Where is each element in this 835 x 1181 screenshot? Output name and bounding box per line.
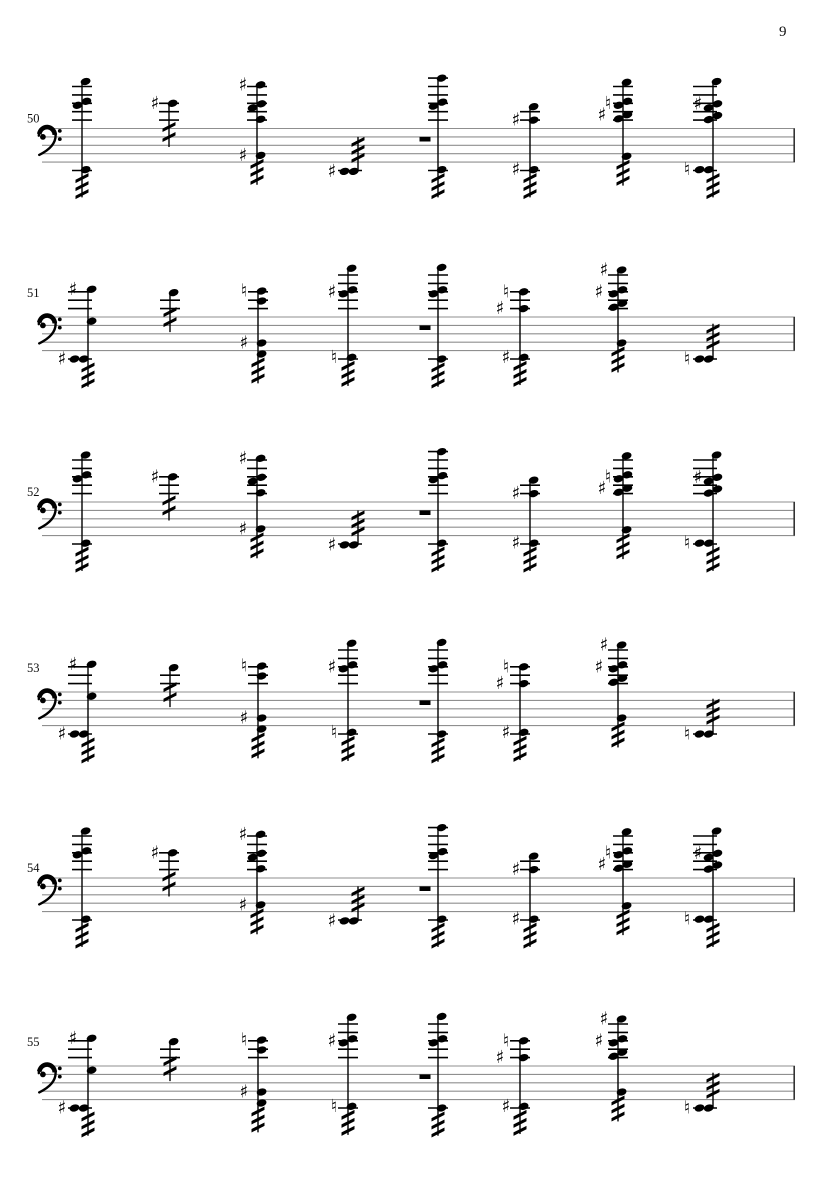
natural-icon: ♮	[240, 280, 248, 302]
notehead	[694, 729, 706, 738]
bass-clef-icon	[39, 315, 62, 343]
chord-with-rest	[420, 447, 449, 573]
sharp-icon: ♯	[511, 483, 521, 505]
sharp-icon: ♯	[693, 93, 703, 115]
chord-event	[684, 450, 723, 572]
chord-event	[240, 1029, 268, 1132]
measure-number: 55	[27, 1035, 40, 1049]
staff-lines	[42, 317, 795, 351]
sharp-icon: ♯	[68, 653, 78, 675]
bass-clef-icon	[39, 127, 62, 155]
sharp-icon: ♯	[599, 634, 609, 656]
chord-event	[72, 826, 92, 948]
sharp-icon: ♯	[68, 1027, 78, 1049]
natural-icon: ♮	[604, 92, 612, 114]
sharp-icon: ♯	[495, 298, 505, 320]
whole-rest	[420, 137, 431, 142]
notehead	[339, 916, 351, 925]
system-measure-53	[27, 634, 795, 763]
sharp-icon: ♯	[511, 109, 521, 131]
sharp-icon: ♯	[599, 259, 609, 281]
measure-number: 52	[27, 485, 40, 499]
notehead	[339, 540, 351, 549]
chord-event	[684, 826, 723, 948]
sharp-icon: ♯	[495, 673, 505, 695]
natural-icon: ♮	[683, 159, 691, 181]
sharp-icon: ♯	[238, 144, 248, 166]
sharp-icon: ♯	[238, 518, 248, 540]
sharp-icon: ♯	[511, 532, 521, 554]
staff-lines	[42, 878, 795, 912]
bass-clef-icon	[39, 876, 62, 904]
natural-icon: ♮	[683, 1097, 691, 1119]
sharp-icon: ♯	[327, 281, 337, 303]
staff-lines	[42, 502, 795, 536]
natural-icon: ♮	[683, 723, 691, 745]
natural-icon: ♮	[683, 532, 691, 554]
natural-icon: ♮	[683, 348, 691, 370]
natural-icon: ♮	[604, 842, 612, 864]
chord-event	[239, 448, 268, 559]
chord-event	[684, 699, 720, 745]
system-measure-55	[27, 1008, 795, 1137]
sharp-icon: ♯	[239, 707, 249, 729]
sharp-icon: ♯	[594, 281, 604, 303]
sharp-icon: ♯	[327, 910, 337, 932]
bass-clef-icon	[39, 690, 62, 718]
chord-event	[239, 74, 268, 185]
sharp-icon: ♯	[68, 278, 78, 300]
sharp-icon: ♯	[511, 908, 521, 930]
notehead	[694, 538, 706, 547]
sharp-icon: ♯	[511, 159, 521, 181]
chord-event	[684, 77, 723, 199]
sharp-icon: ♯	[239, 332, 249, 354]
chord-event	[684, 1073, 720, 1119]
sharp-icon: ♯	[238, 447, 248, 469]
natural-icon: ♮	[502, 281, 510, 303]
chord-event	[598, 78, 634, 186]
chord-event	[512, 475, 540, 572]
whole-rest	[420, 886, 431, 891]
sharp-icon: ♯	[150, 466, 160, 488]
sharp-icon: ♯	[150, 92, 160, 114]
sharp-icon: ♯	[239, 1081, 249, 1103]
sharp-icon: ♯	[597, 854, 607, 876]
chord-event	[240, 280, 268, 383]
sharp-icon: ♯	[501, 721, 511, 743]
natural-icon: ♮	[502, 1030, 510, 1052]
chord-event	[598, 451, 634, 559]
natural-icon: ♮	[330, 721, 338, 743]
whole-rest	[420, 700, 431, 705]
sharp-icon: ♯	[693, 843, 703, 865]
sharp-icon: ♯	[693, 467, 703, 489]
natural-icon: ♮	[330, 1095, 338, 1117]
sharp-icon: ♯	[238, 894, 248, 916]
chord-event	[240, 655, 268, 758]
staff-lines	[42, 692, 795, 726]
sharp-icon: ♯	[599, 1008, 609, 1030]
sharp-icon: ♯	[238, 74, 248, 96]
natural-icon: ♮	[604, 466, 612, 488]
chord-event	[151, 466, 179, 520]
chord-event	[598, 827, 634, 935]
sharp-icon: ♯	[511, 859, 521, 881]
sharp-icon: ♯	[501, 346, 511, 368]
measure-number: 54	[27, 861, 40, 875]
natural-icon: ♮	[502, 656, 510, 678]
sharp-icon: ♯	[594, 1030, 604, 1052]
sharp-icon: ♯	[327, 160, 337, 182]
notehead	[694, 1103, 706, 1112]
chord-event	[151, 842, 179, 896]
natural-icon: ♮	[240, 1029, 248, 1051]
sharp-icon: ♯	[238, 823, 248, 845]
chord-event	[72, 450, 92, 572]
natural-icon: ♮	[330, 346, 338, 368]
notehead	[69, 729, 81, 738]
notehead	[694, 914, 706, 923]
sharp-icon: ♯	[150, 842, 160, 864]
notehead	[69, 1103, 81, 1112]
whole-rest	[420, 1074, 431, 1079]
whole-rest	[420, 325, 431, 330]
sharp-icon: ♯	[327, 656, 337, 678]
staff-lines	[42, 129, 795, 163]
bass-clef-icon	[39, 1064, 62, 1092]
chord-event	[595, 259, 629, 372]
chord-event	[595, 634, 629, 747]
sharp-icon: ♯	[597, 478, 607, 500]
sharp-icon: ♯	[594, 656, 604, 678]
sharp-icon: ♯	[501, 1095, 511, 1117]
chord-event	[328, 886, 365, 931]
measure-number: 50	[27, 111, 40, 126]
notehead	[69, 354, 81, 363]
notehead	[694, 354, 706, 363]
system-measure-51	[27, 259, 795, 388]
notehead	[339, 167, 351, 176]
sharp-icon: ♯	[57, 1097, 67, 1119]
system-measure-50	[27, 73, 795, 199]
measure-number: 51	[27, 286, 40, 300]
chord-event	[328, 137, 365, 182]
chord-event	[684, 324, 720, 370]
natural-icon: ♮	[683, 908, 691, 930]
sharp-icon: ♯	[327, 1030, 337, 1052]
whole-rest	[420, 510, 431, 515]
system-measure-52	[27, 447, 795, 573]
natural-icon: ♮	[240, 655, 248, 677]
chord-with-rest	[420, 823, 449, 949]
chord-event	[151, 93, 179, 147]
chord-event	[512, 851, 540, 948]
sharp-icon: ♯	[495, 1047, 505, 1069]
staff-lines	[42, 1066, 795, 1100]
chord-event	[239, 824, 268, 935]
bass-clef-icon	[39, 500, 62, 528]
sharp-icon: ♯	[57, 348, 67, 370]
system-measure-54	[27, 823, 795, 949]
measure-number: 53	[27, 661, 40, 675]
chord-event	[72, 77, 92, 199]
chord-event	[595, 1008, 629, 1121]
page-number: 9	[779, 24, 787, 40]
sharp-icon: ♯	[327, 534, 337, 556]
chord-event	[328, 510, 365, 555]
chord-event	[512, 102, 540, 199]
chord-with-rest	[420, 73, 449, 199]
sharp-icon: ♯	[597, 104, 607, 126]
notehead	[694, 165, 706, 174]
sharp-icon: ♯	[57, 723, 67, 745]
